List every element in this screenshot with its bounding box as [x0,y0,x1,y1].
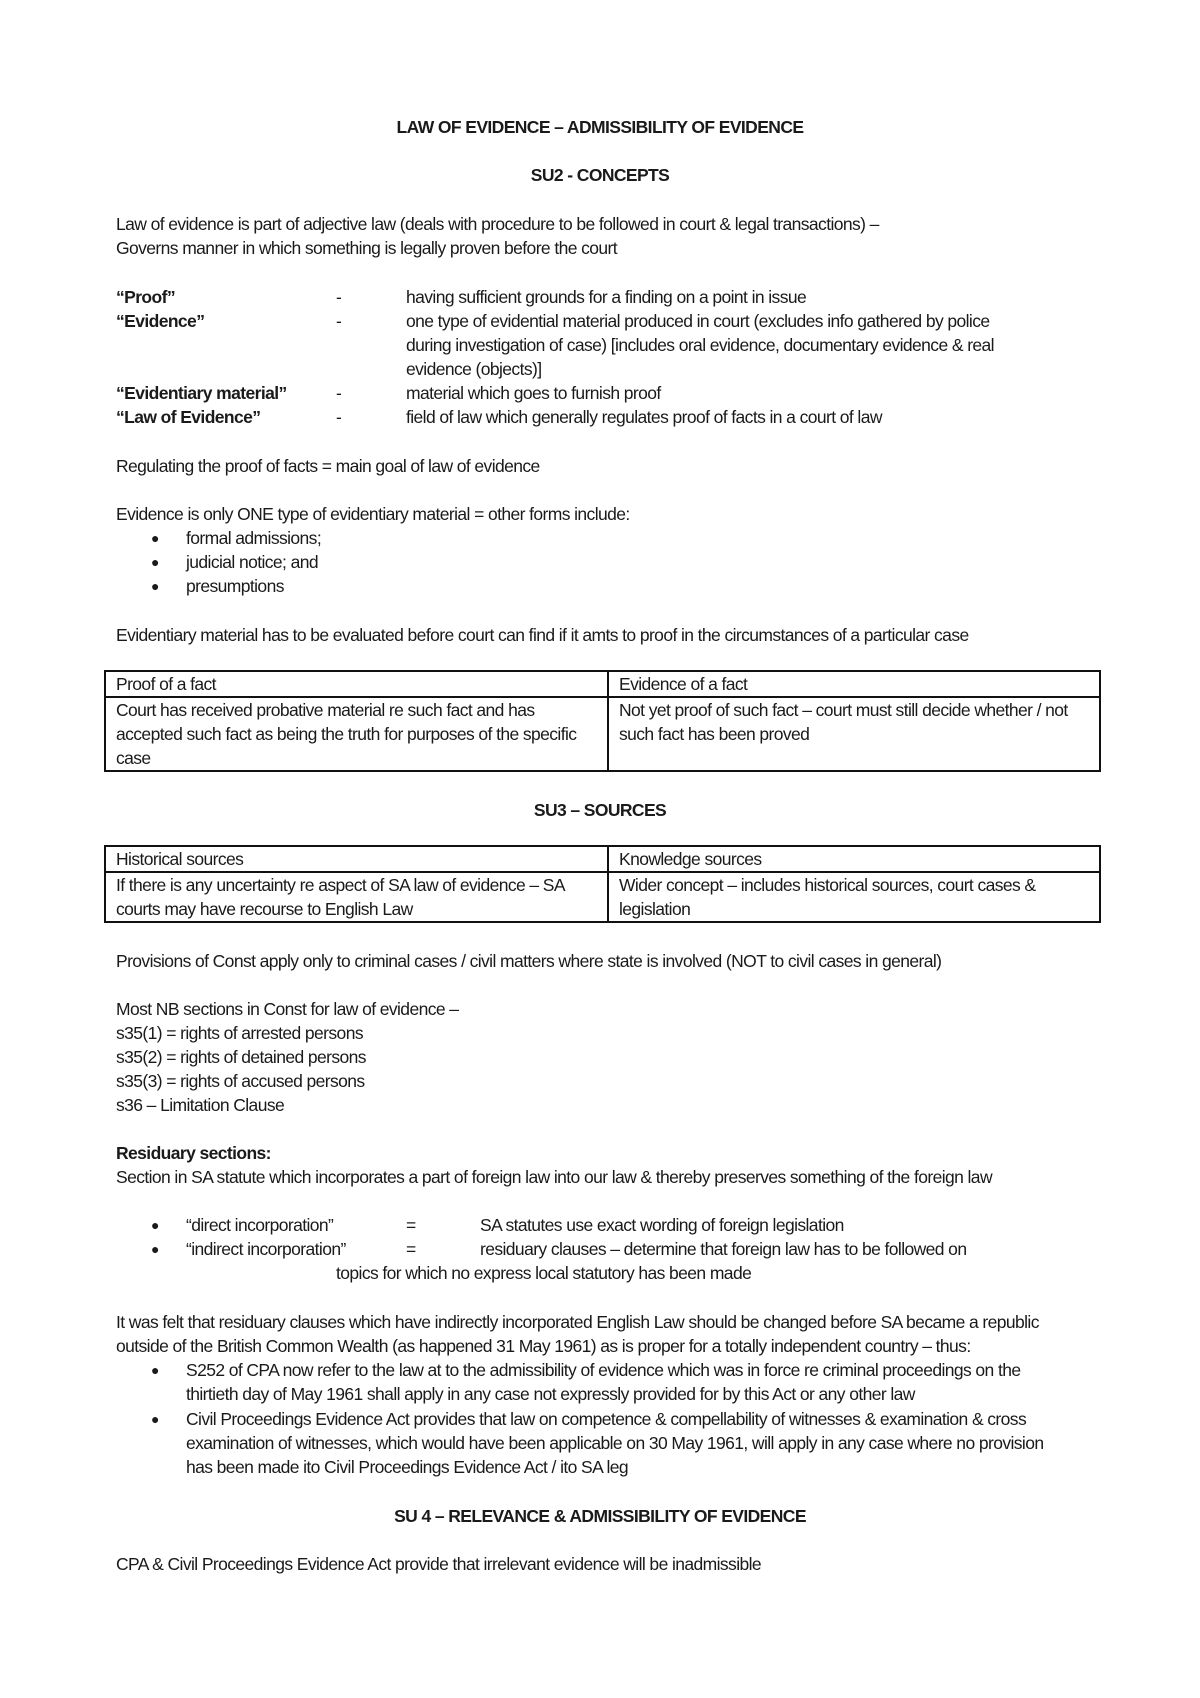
bullet-icon: ● [151,1411,159,1427]
section-line: s35(1) = rights of arrested persons [116,1023,363,1043]
table-cell: If there is any uncertainty re aspect of SA law of evidence – SA courts may have recourse to English Law [105,872,608,922]
incorporation-desc: residuary clauses – determine that foreign law has to be followed on [480,1239,967,1259]
definition-dash: - [336,287,342,307]
incorporation-desc: SA statutes use exact wording of foreign legislation [480,1215,844,1235]
list-item-line: S252 of CPA now refer to the law at to the admissibility of evidence which was in force re criminal proceedings on the [186,1360,1021,1380]
definition-dash: - [336,383,342,403]
table-header-cell: Evidence of a fact [608,671,1100,697]
list-item-line: has been made ito Civil Proceedings Evidence Act / ito SA leg [186,1457,629,1477]
list-item: presumptions [186,576,284,596]
list-item-line: Civil Proceedings Evidence Act provides that law on competence & compellability of witnesses & examination & cross [186,1409,1027,1429]
definition-desc: having sufficient grounds for a finding on a point in issue [406,287,807,307]
list-item: judicial notice; and [186,552,318,572]
bullet-icon: ● [151,1362,159,1378]
bullet-icon: ● [151,530,159,546]
bullet-icon: ● [151,554,159,570]
su3-heading: SU3 – SOURCES [533,800,667,820]
incorporation-eq: = [406,1215,416,1235]
table-cell: Court has received probative material re such fact and has accepted such fact as being the truth for purposes of the specific case [105,697,608,771]
goal-text: Regulating the proof of facts = main goal of law of evidence [116,456,540,476]
definition-desc: field of law which generally regulates proof of facts in a court of law [406,407,882,427]
felt-line-2: outside of the British Common Wealth (as happened 31 May 1961) as is proper for a totally independent country – thus: [116,1336,971,1356]
su2-intro-line-2: Governs manner in which something is legally proven before the court [116,238,618,258]
su4-heading: SU 4 – RELEVANCE & ADMISSIBILITY OF EVIDENCE [394,1506,806,1526]
table-header-cell: Knowledge sources [608,846,1100,872]
definition-dash: - [336,407,342,427]
residuary-definition: Section in SA statute which incorporates a part of foreign law into our law & thereby preserves something of the foreign law [116,1167,992,1187]
incorporation-term: “direct incorporation” [186,1215,334,1235]
felt-line-1: It was felt that residuary clauses which have indirectly incorporated English Law should be changed before SA became a republic [116,1312,1039,1332]
definition-desc: one type of evidential material produced in court (excludes info gathered by police during investigation of case) [includes oral evidence, documentary evidence & real evidence (objects)] [406,311,994,379]
table-header-cell: Historical sources [105,846,608,872]
su2-intro-line-1: Law of evidence is part of adjective law (deals with procedure to be followed in court & legal transactions) – [116,214,879,234]
proof-evidence-table [104,670,1101,772]
definition-term: “Evidence” [116,311,205,331]
incorporation-term: “indirect incorporation” [186,1239,346,1259]
forms-intro: Evidence is only ONE type of evidentiary material = other forms include: [116,504,630,524]
definition-dash: - [336,311,342,331]
bullet-icon: ● [151,1217,159,1233]
table-header-cell: Proof of a fact [105,671,608,697]
definition-term: “Evidentiary material” [116,383,287,403]
table-cell: Wider concept – includes historical sources, court cases & legislation [608,872,1100,922]
document-title: LAW OF EVIDENCE – ADMISSIBILITY OF EVIDENCE [396,117,804,137]
section-line: s35(2) = rights of detained persons [116,1047,366,1067]
list-item: formal admissions; [186,528,322,548]
incorporation-desc-cont: topics for which no express local statutory has been made [336,1263,752,1283]
sources-table [104,845,1101,923]
section-line: s35(3) = rights of accused persons [116,1071,365,1091]
table-cell: Not yet proof of such fact – court must still decide whether / not such fact has been proved [608,697,1100,771]
list-item-line: thirtieth day of May 1961 shall apply in any case not expressly provided for by this Act or any other law [186,1384,915,1404]
definition-term: “Proof” [116,287,175,307]
su2-heading: SU2 - CONCEPTS [530,165,670,185]
section-line: s36 – Limitation Clause [116,1095,285,1115]
list-item-line: examination of witnesses, which would have been applicable on 30 May 1961, will apply in any case where no provision [186,1433,1044,1453]
su4-text: CPA & Civil Proceedings Evidence Act provide that irrelevant evidence will be inadmissible [116,1554,762,1574]
sections-intro: Most NB sections in Const for law of evidence – [116,999,459,1019]
definition-term: “Law of Evidence” [116,407,261,427]
definition-desc: material which goes to furnish proof [406,383,661,403]
bullet-icon: ● [151,1241,159,1257]
const-provisions-text: Provisions of Const apply only to criminal cases / civil matters where state is involved (NOT to civil cases in general) [116,951,942,971]
bullet-icon: ● [151,578,159,594]
evaluated-text: Evidentiary material has to be evaluated before court can find if it amts to proof in the circumstances of a particular case [116,625,969,645]
residuary-heading: Residuary sections: [116,1143,271,1163]
incorporation-eq: = [406,1239,416,1259]
